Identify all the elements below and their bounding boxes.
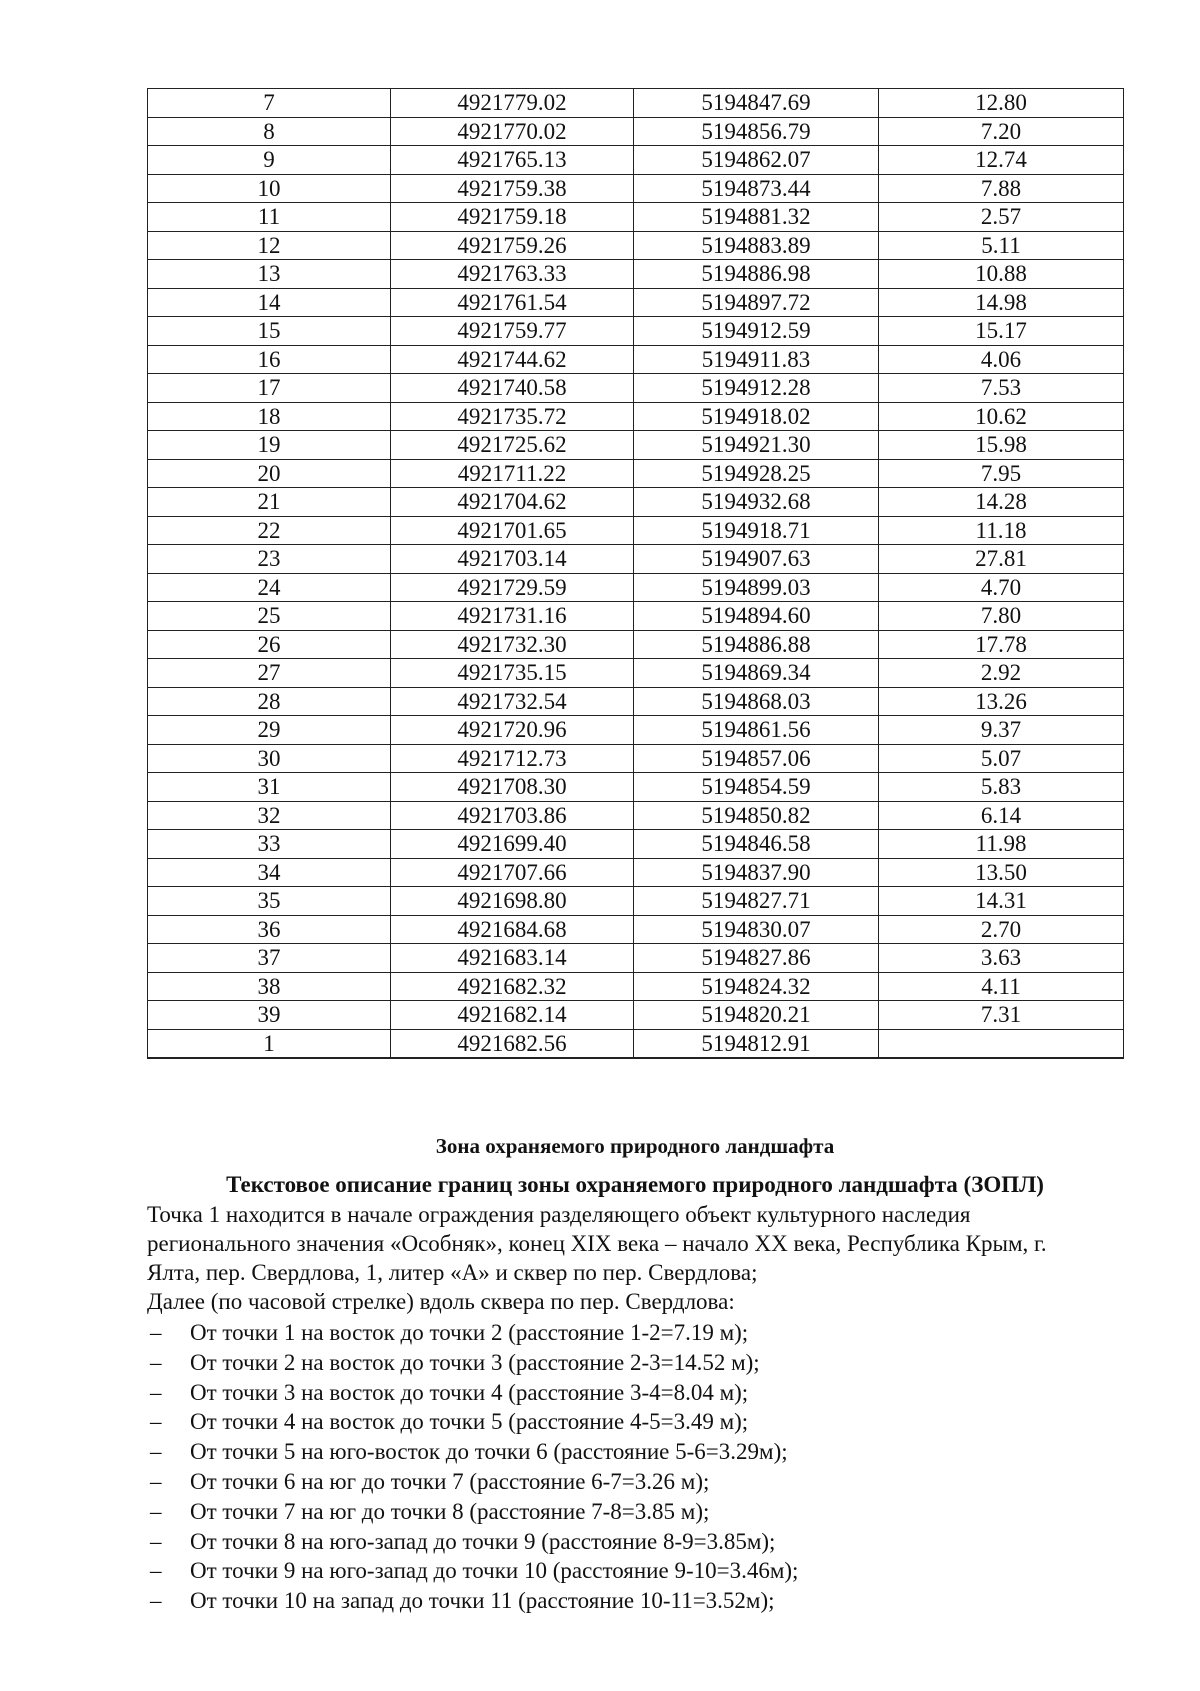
step-text: От точки 10 на запад до точки 11 (расстояние 10-11=3.52м); [190,1588,775,1614]
y-coordinate-cell: 5194873.44 [634,174,879,203]
x-coordinate-cell: 4921779.02 [391,89,634,118]
boundary-start-paragraph [147,1200,1107,1287]
y-coordinate-cell: 5194869.34 [634,659,879,688]
y-coordinate-cell: 5194921.30 [634,431,879,460]
distance-cell: 9.37 [879,716,1124,745]
distance-cell: 5.11 [879,231,1124,260]
x-coordinate-cell: 4921701.65 [391,516,634,545]
y-coordinate-cell: 5194847.69 [634,89,879,118]
list-item [147,1407,1107,1437]
step-text: От точки 2 на восток до точки 3 (расстояние 2-3=14.52 м); [190,1349,760,1375]
step-text: От точки 6 на юг до точки 7 (расстояние 6-7=3.26 м); [190,1468,710,1494]
table-row [148,887,1124,916]
point-number-cell: 38 [148,972,391,1001]
dash-bullet: – [150,1468,162,1494]
x-coordinate-cell: 4921732.54 [391,687,634,716]
coordinates-table-body [148,89,1124,1059]
distance-cell: 4.70 [879,573,1124,602]
x-coordinate-cell: 4921703.14 [391,545,634,574]
table-row [148,602,1124,631]
table-row [148,345,1124,374]
table-row [148,317,1124,346]
table-row [148,146,1124,175]
x-coordinate-cell: 4921708.30 [391,773,634,802]
point-number-cell: 33 [148,830,391,859]
table-row [148,431,1124,460]
x-coordinate-cell: 4921682.32 [391,972,634,1001]
distance-cell: 10.62 [879,402,1124,431]
point-number-cell: 19 [148,431,391,460]
y-coordinate-cell: 5194928.25 [634,459,879,488]
y-coordinate-cell: 5194918.02 [634,402,879,431]
distance-cell: 7.53 [879,374,1124,403]
table-row [148,773,1124,802]
distance-cell: 12.74 [879,146,1124,175]
table-row [148,1001,1124,1030]
distance-cell: 5.83 [879,773,1124,802]
point-number-cell: 18 [148,402,391,431]
point-number-cell: 8 [148,117,391,146]
point-number-cell: 32 [148,801,391,830]
point-number-cell: 15 [148,317,391,346]
dash-bullet: – [150,1558,162,1584]
boundary-steps-list [147,1318,1107,1616]
point-number-cell: 30 [148,744,391,773]
point-number-cell: 20 [148,459,391,488]
y-coordinate-cell: 5194883.89 [634,231,879,260]
x-coordinate-cell: 4921770.02 [391,117,634,146]
x-coordinate-cell: 4921759.18 [391,203,634,232]
y-coordinate-cell: 5194912.28 [634,374,879,403]
dash-bullet: – [150,1439,162,1465]
table-row [148,402,1124,431]
x-coordinate-cell: 4921761.54 [391,288,634,317]
distance-cell: 14.98 [879,288,1124,317]
point-number-cell: 24 [148,573,391,602]
table-row [148,573,1124,602]
table-row [148,488,1124,517]
step-text: От точки 7 на юг до точки 8 (расстояние 7-8=3.85 м); [190,1498,710,1524]
step-text: От точки 4 на восток до точки 5 (расстояние 4-5=3.49 м); [190,1409,749,1435]
distance-cell: 13.26 [879,687,1124,716]
distance-cell: 2.70 [879,915,1124,944]
x-coordinate-cell: 4921759.38 [391,174,634,203]
x-coordinate-cell: 4921765.13 [391,146,634,175]
step-text: От точки 1 на восток до точки 2 (расстояние 1-2=7.19 м); [190,1320,749,1345]
y-coordinate-cell: 5194911.83 [634,345,879,374]
x-coordinate-cell: 4921712.73 [391,744,634,773]
y-coordinate-cell: 5194886.98 [634,260,879,289]
dash-bullet: – [150,1320,162,1345]
y-coordinate-cell: 5194820.21 [634,1001,879,1030]
step-text: От точки 9 на юго-запад до точки 10 (расстояние 9-10=3.46м); [190,1558,799,1584]
x-coordinate-cell: 4921763.33 [391,260,634,289]
table-row [148,516,1124,545]
y-coordinate-cell: 5194850.82 [634,801,879,830]
distance-cell: 7.80 [879,602,1124,631]
x-coordinate-cell: 4921759.77 [391,317,634,346]
y-coordinate-cell: 5194894.60 [634,602,879,631]
point-number-cell: 31 [148,773,391,802]
y-coordinate-cell: 5194861.56 [634,716,879,745]
list-item [147,1437,1107,1467]
distance-cell: 3.63 [879,944,1124,973]
distance-cell: 5.07 [879,744,1124,773]
y-coordinate-cell: 5194897.72 [634,288,879,317]
table-row [148,545,1124,574]
x-coordinate-cell: 4921699.40 [391,830,634,859]
step-text: От точки 8 на юго-запад до точки 9 (расстояние 8-9=3.85м); [190,1528,776,1554]
y-coordinate-cell: 5194918.71 [634,516,879,545]
x-coordinate-cell: 4921711.22 [391,459,634,488]
table-row [148,972,1124,1001]
dash-bullet: – [150,1588,162,1614]
y-coordinate-cell: 5194886.88 [634,630,879,659]
point-number-cell: 29 [148,716,391,745]
x-coordinate-cell: 4921732.30 [391,630,634,659]
x-coordinate-cell: 4921707.66 [391,858,634,887]
coordinates-table [147,88,1124,1059]
list-item [147,1556,1107,1586]
point-number-cell: 36 [148,915,391,944]
step-text: От точки 5 на юго-восток до точки 6 (расстояние 5-6=3.29м); [190,1439,788,1465]
y-coordinate-cell: 5194907.63 [634,545,879,574]
distance-cell: 27.81 [879,545,1124,574]
x-coordinate-cell: 4921744.62 [391,345,634,374]
table-row [148,260,1124,289]
x-coordinate-cell: 4921698.80 [391,887,634,916]
distance-cell: 7.88 [879,174,1124,203]
table-row [148,231,1124,260]
x-coordinate-cell: 4921682.14 [391,1001,634,1030]
distance-cell: 4.06 [879,345,1124,374]
distance-cell: 15.98 [879,431,1124,460]
point-number-cell: 16 [148,345,391,374]
distance-cell: 2.92 [879,659,1124,688]
x-coordinate-cell: 4921725.62 [391,431,634,460]
distance-cell: 11.18 [879,516,1124,545]
x-coordinate-cell: 4921740.58 [391,374,634,403]
point-number-cell: 23 [148,545,391,574]
y-coordinate-cell: 5194912.59 [634,317,879,346]
y-coordinate-cell: 5194932.68 [634,488,879,517]
distance-cell: 7.95 [879,459,1124,488]
step-text: От точки 3 на восток до точки 4 (расстояние 3-4=8.04 м); [190,1379,749,1405]
table-row [148,374,1124,403]
y-coordinate-cell: 5194827.86 [634,944,879,973]
table-row [148,687,1124,716]
point-number-cell: 10 [148,174,391,203]
dash-bullet: – [150,1498,162,1524]
point-number-cell: 9 [148,146,391,175]
y-coordinate-cell: 5194899.03 [634,573,879,602]
point-number-cell: 22 [148,516,391,545]
distance-cell: 17.78 [879,630,1124,659]
distance-cell [879,1029,1124,1058]
x-coordinate-cell: 4921729.59 [391,573,634,602]
point-number-cell: 21 [148,488,391,517]
distance-cell: 12.80 [879,89,1124,118]
distance-cell: 14.31 [879,887,1124,916]
point-number-cell: 25 [148,602,391,631]
distance-cell: 13.50 [879,858,1124,887]
x-coordinate-cell: 4921759.26 [391,231,634,260]
y-coordinate-cell: 5194837.90 [634,858,879,887]
list-item [147,1497,1107,1527]
x-coordinate-cell: 4921704.62 [391,488,634,517]
table-row [148,830,1124,859]
dash-bullet: – [150,1379,162,1405]
y-coordinate-cell: 5194868.03 [634,687,879,716]
point-number-cell: 26 [148,630,391,659]
x-coordinate-cell: 4921683.14 [391,944,634,973]
point-number-cell: 1 [148,1029,391,1058]
point-number-cell: 12 [148,231,391,260]
paragraph-line: Точка 1 находится в начале ограждения разделяющего объект культурного наследия [147,1202,971,1227]
list-item [147,1378,1107,1408]
section-subheading: Текстовое описание границ зоны охраняемого природного ландшафта (ЗОПЛ) [226,1172,1044,1197]
table-row [148,288,1124,317]
distance-cell: 10.88 [879,260,1124,289]
distance-cell: 11.98 [879,830,1124,859]
table-row [148,744,1124,773]
y-coordinate-cell: 5194856.79 [634,117,879,146]
table-row [148,716,1124,745]
y-coordinate-cell: 5194881.32 [634,203,879,232]
y-coordinate-cell: 5194857.06 [634,744,879,773]
table-row [148,459,1124,488]
table-row [148,1029,1124,1058]
x-coordinate-cell: 4921735.15 [391,659,634,688]
point-number-cell: 35 [148,887,391,916]
y-coordinate-cell: 5194812.91 [634,1029,879,1058]
dash-bullet: – [150,1528,162,1554]
point-number-cell: 34 [148,858,391,887]
point-number-cell: 27 [148,659,391,688]
table-row [148,174,1124,203]
list-item [147,1527,1107,1557]
point-number-cell: 37 [148,944,391,973]
paragraph-line: Ялта, пер. Свердлова, 1, литер «А» и сквер по пер. Свердлова; [147,1260,758,1285]
table-row [148,203,1124,232]
list-item [147,1586,1107,1616]
list-item [147,1467,1107,1497]
direction-paragraph: Далее (по часовой стрелке) вдоль сквера по пер. Свердлова: [147,1289,735,1314]
point-number-cell: 7 [148,89,391,118]
distance-cell: 14.28 [879,488,1124,517]
table-row [148,117,1124,146]
distance-cell: 2.57 [879,203,1124,232]
point-number-cell: 14 [148,288,391,317]
table-row [148,915,1124,944]
y-coordinate-cell: 5194862.07 [634,146,879,175]
dash-bullet: – [150,1349,162,1375]
distance-cell: 15.17 [879,317,1124,346]
x-coordinate-cell: 4921684.68 [391,915,634,944]
point-number-cell: 39 [148,1001,391,1030]
table-row [148,630,1124,659]
dash-bullet: – [150,1409,162,1435]
table-row [148,659,1124,688]
list-item [147,1348,1107,1378]
x-coordinate-cell: 4921735.72 [391,402,634,431]
table-row [148,858,1124,887]
y-coordinate-cell: 5194854.59 [634,773,879,802]
section-heading: Зона охраняемого природного ландшафта [435,1134,835,1158]
table-row [148,944,1124,973]
table-row [148,89,1124,118]
distance-cell: 4.11 [879,972,1124,1001]
x-coordinate-cell: 4921731.16 [391,602,634,631]
distance-cell: 7.20 [879,117,1124,146]
point-number-cell: 28 [148,687,391,716]
x-coordinate-cell: 4921720.96 [391,716,634,745]
y-coordinate-cell: 5194827.71 [634,887,879,916]
x-coordinate-cell: 4921682.56 [391,1029,634,1058]
distance-cell: 7.31 [879,1001,1124,1030]
y-coordinate-cell: 5194830.07 [634,915,879,944]
y-coordinate-cell: 5194846.58 [634,830,879,859]
y-coordinate-cell: 5194824.32 [634,972,879,1001]
x-coordinate-cell: 4921703.86 [391,801,634,830]
point-number-cell: 13 [148,260,391,289]
paragraph-line: регионального значения «Особняк», конец XIX века – начало XX века, Республика Крым, г. [147,1231,1047,1256]
table-row [148,801,1124,830]
list-item [147,1318,1107,1348]
distance-cell: 6.14 [879,801,1124,830]
point-number-cell: 11 [148,203,391,232]
point-number-cell: 17 [148,374,391,403]
